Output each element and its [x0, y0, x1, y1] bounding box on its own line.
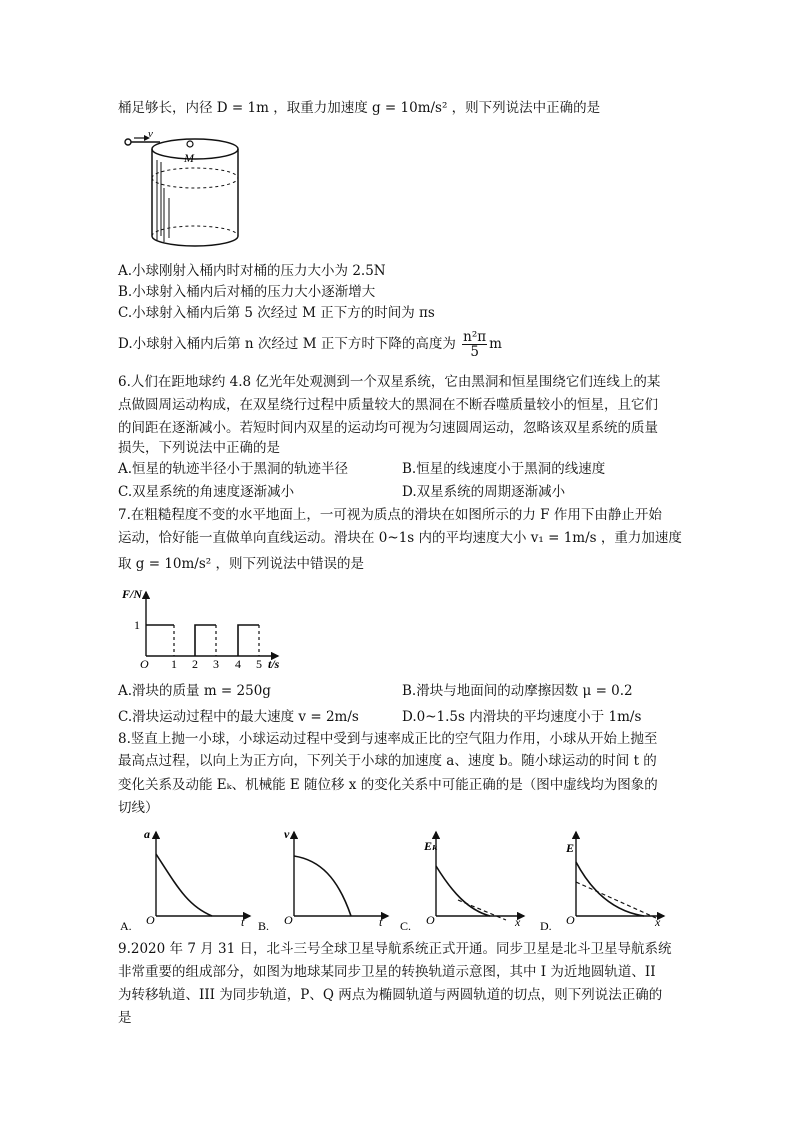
- q5-stem-line: 桶足够长，内径 D = 1m ，取重力加速度 g = 10m/s² ，则下列说法中正确的是: [118, 100, 601, 116]
- q8-graph-d: [538, 826, 678, 934]
- q8-graph-b: [256, 826, 396, 934]
- q8-line-2: 最高点过程，以向上为正方向，下列关于小球的加速度 a、速度 b。随小球运动的时间 t 的: [118, 753, 657, 769]
- q8-option-c-label: C.: [400, 919, 412, 933]
- q6-option-c: C.双星系统的角速度逐渐减小: [118, 484, 295, 500]
- cylinder-figure: [120, 128, 240, 256]
- graph-origin: O: [140, 657, 149, 671]
- q6-option-d: D.双星系统的周期逐渐减小: [402, 484, 566, 500]
- q8-a-origin: O: [146, 913, 155, 927]
- q9-line-1: 9.2020 年 7 月 31 日，北斗三号全球卫星导航系统正式开通。同步卫星是北斗卫星导航系统: [118, 941, 672, 957]
- q6-option-b: B.恒星的线速度小于黑洞的线速度: [402, 461, 606, 477]
- q8-d-origin: O: [566, 913, 575, 927]
- q7-line-1: 7.在粗糙程度不变的水平地面上，一可视为质点的滑块在如图所示的力 F 作用下由静止开始: [118, 507, 662, 523]
- q7-line-2: 运动，恰好能一直做单向直线运动。滑块在 0~1s 内的平均速度大小 v₁ = 1m/s ，重力加速度: [118, 530, 682, 546]
- q8-d-xlabel: x: [655, 915, 661, 929]
- q6-line-3: 的间距在逐渐减小。若短时间内双星的运动均可视为匀速圆周运动，忽略该双星系统的质量: [118, 420, 658, 436]
- x-tick: 5: [256, 657, 262, 671]
- q8-option-a-label: A.: [120, 919, 132, 933]
- x-tick: 2: [192, 657, 198, 671]
- graph-xlabel: t/s: [268, 657, 280, 671]
- q8-b-xlabel: t: [379, 915, 383, 929]
- q5-option-a: A.小球刚射入桶内时对桶的压力大小为 2.5N: [118, 263, 386, 279]
- q6-line-1: 6.人们在距地球约 4.8 亿光年处观测到一个双星系统，它由黑洞和恒星围绕它们连线上的某: [118, 374, 661, 390]
- q6-option-a: A.恒星的轨迹半径小于黑洞的轨迹半径: [118, 461, 349, 477]
- q8-option-d-label: D.: [540, 919, 552, 933]
- velocity-label: v: [148, 128, 153, 140]
- q8-c-ylabel: Eₖ: [424, 839, 439, 853]
- x-tick: 3: [213, 657, 219, 671]
- q8-line-3: 变化关系及动能 Eₖ、机械能 E 随位移 x 的变化关系中可能正确的是（图中虚线均为图象的: [118, 777, 658, 793]
- q7-option-d: D.0~1.5s 内滑块的平均速度小于 1m/s: [402, 709, 642, 725]
- q5-option-d-text: D.小球射入桶内后第 n 次经过 M 正下方时下降的高度为: [118, 336, 456, 352]
- q8-option-b-label: B.: [258, 919, 270, 933]
- point-M-label: M: [184, 151, 194, 165]
- q8-b-origin: O: [284, 913, 293, 927]
- q9-line-4: 是: [118, 1010, 132, 1026]
- x-tick: 1: [171, 657, 177, 671]
- q9-line-2: 非常重要的组成部分，如图为地球某同步卫星的转换轨道示意图，其中 I 为近地圆轨道、II: [118, 964, 656, 980]
- q8-graph-c: [398, 826, 538, 934]
- q8-line-1: 8.竖直上抛一小球，小球运动过程中受到与速率成正比的空气阻力作用，小球从开始上抛至: [118, 731, 658, 747]
- q6-line-2: 点做圆周运动构成，在双星绕行过程中质量较大的黑洞在不断吞噬质量较小的恒星，且它们: [118, 397, 658, 413]
- q8-a-xlabel: t: [241, 915, 245, 929]
- q7-option-a: A.滑块的质量 m = 250g: [118, 683, 271, 699]
- q8-a-ylabel: a: [144, 827, 150, 841]
- q8-b-ylabel: v: [284, 827, 290, 841]
- x-tick: 4: [235, 657, 241, 671]
- q8-d-ylabel: E: [566, 841, 575, 855]
- graph-ylabel: F/N: [122, 587, 143, 601]
- q8-c-xlabel: x: [515, 915, 521, 929]
- q5-option-b: B.小球射入桶内后对桶的压力大小逐渐增大: [118, 284, 376, 300]
- q7-option-b: B.滑块与地面间的动摩擦因数 μ = 0.2: [402, 683, 633, 699]
- q8-graph-a: [118, 826, 258, 934]
- graph-y-tick: 1: [134, 618, 140, 632]
- q6-line-4: 损失，下列说法中正确的是: [118, 440, 280, 456]
- q8-c-origin: O: [426, 913, 435, 927]
- q8-line-4: 切线）: [118, 800, 159, 816]
- q7-line-3: 取 g = 10m/s² ，则下列说法中错误的是: [118, 556, 364, 572]
- ball-icon: [125, 139, 131, 145]
- q5-option-d: [118, 330, 502, 359]
- q9-line-3: 为转移轨道、III 为同步轨道，P、Q 两点为椭圆轨道与两圆轨道的切点，则下列说法正确的: [118, 987, 663, 1003]
- q5-option-d-unit: m: [489, 336, 502, 352]
- q5-option-d-fraction: $\frac{\text{n²π}}{5}$: [463, 329, 487, 360]
- force-time-graph: [118, 584, 298, 672]
- q5-option-c: C.小球射入桶内后第 5 次经过 M 正下方的时间为 πs: [118, 305, 435, 321]
- q7-option-c: C.滑块运动过程中的最大速度 v = 2m/s: [118, 709, 359, 725]
